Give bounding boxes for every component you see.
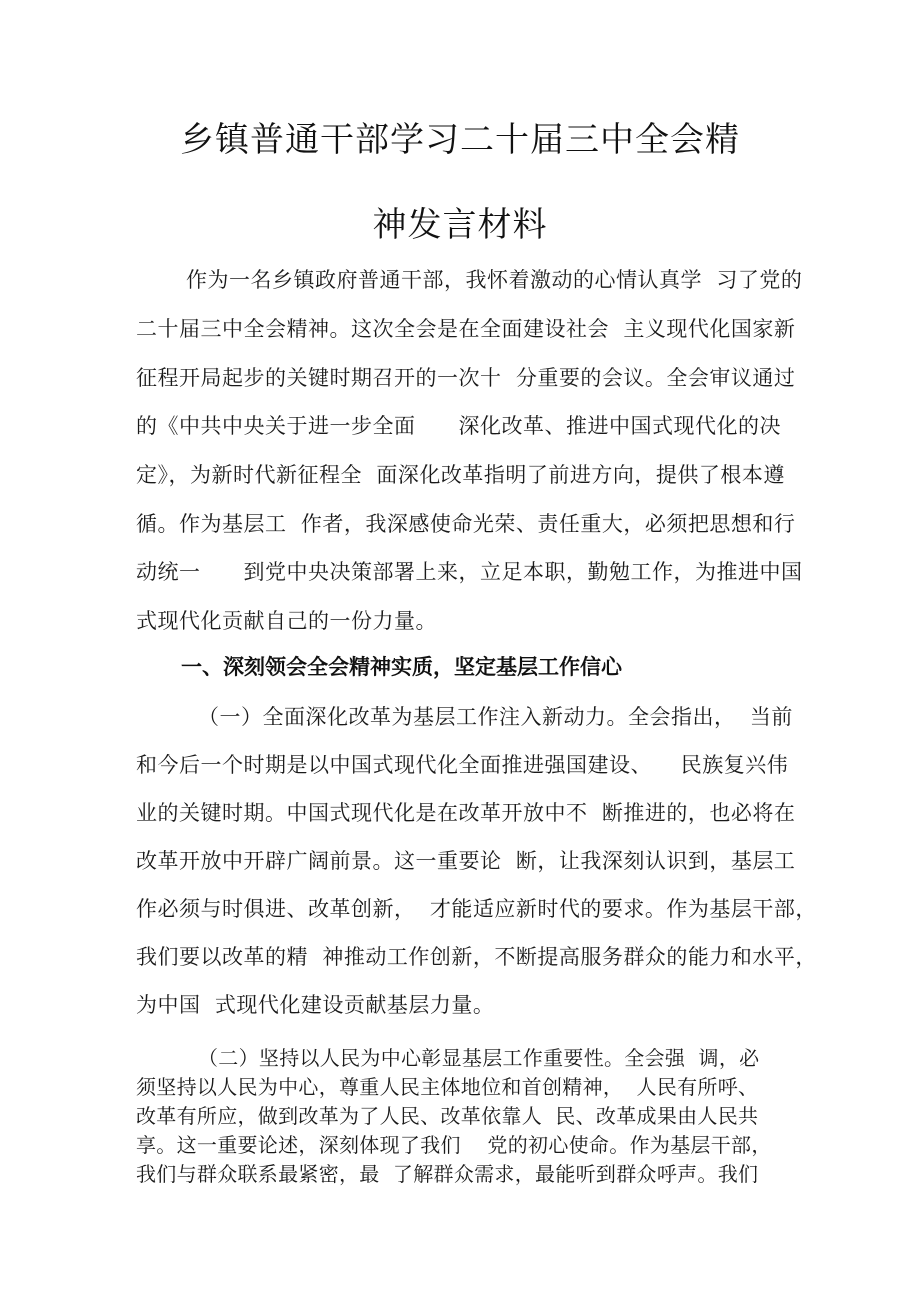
intro-line: 动统一 到党中央决策部署上来，立足本职，勤勉工作，为推进中国 — [136, 560, 803, 584]
paragraph-line: （一）全面深化改革为基层工作注入新动力。全会指出， 当前 — [198, 705, 793, 729]
intro-line: 的《中共中央关于进一步全面 深化改革、推进中国式现代化的决 — [136, 414, 782, 438]
paragraph-line: 改革开放中开辟广阔前景。这一重要论 断，让我深刻认识到，基层工 — [136, 849, 796, 873]
document-title-line-2: 神发言材料 — [372, 205, 548, 245]
intro-line: 作为一名乡镇政府普通干部，我怀着激动的心情认真学 习了党的 — [186, 268, 803, 292]
paragraph-line: 我们与群众联系最紧密，最 了解群众需求，最能听到群众呼声。我们 — [136, 1162, 759, 1186]
intro-line: 式现代化贡献自己的一份力量。 — [136, 609, 437, 633]
paragraph-line: 作必须与时俱进、改革创新， 才能适应新时代的要求。作为基层干部， — [136, 897, 817, 921]
paragraph-line: 我们要以改革的精 神推动工作创新，不断提高服务群众的能力和水平， — [136, 945, 817, 969]
section-heading: 一、深刻领会全会精神实质，坚定基层工作信心 — [181, 655, 622, 679]
intro-line: 定》，为新时代新征程全 面深化改革指明了前进方向，提供了根本遵 — [136, 463, 785, 487]
paragraph-line: 业的关键时期。中国式现代化是在改革开放中不 断推进的，也必将在 — [136, 801, 796, 825]
document-title-line-1: 乡镇普通干部学习二十届三中全会精 — [180, 120, 740, 160]
paragraph-line: 改革有所应，做到改革为了人民、改革依靠人 民、改革成果由人民共 — [136, 1104, 759, 1128]
paragraph-line: （二）坚持以人民为中心彰显基层工作重要性。全会强 调，必 — [198, 1046, 760, 1070]
intro-line: 循。作为基层工 作者，我深感使命光荣、责任重大，必须把思想和行 — [136, 512, 796, 536]
intro-line: 征程开局起步的关键时期召开的一次十 分重要的会议。全会审议通过 — [136, 366, 796, 390]
paragraph-line: 须坚持以人民为中心，尊重人民主体地位和首创精神， 人民有所呼、 — [136, 1075, 759, 1099]
paragraph-line: 为中国 式现代化建设贡献基层力量。 — [136, 993, 495, 1017]
paragraph-line: 享。这一重要论述，深刻体现了我们 党的初心使命。作为基层干部， — [136, 1133, 772, 1157]
intro-line: 二十届三中全会精神。这次全会是在全面建设社会 主义现代化国家新 — [136, 317, 796, 341]
paragraph-line: 和今后一个时期是以中国式现代化全面推进强国建设、 民族复兴伟 — [136, 753, 789, 777]
